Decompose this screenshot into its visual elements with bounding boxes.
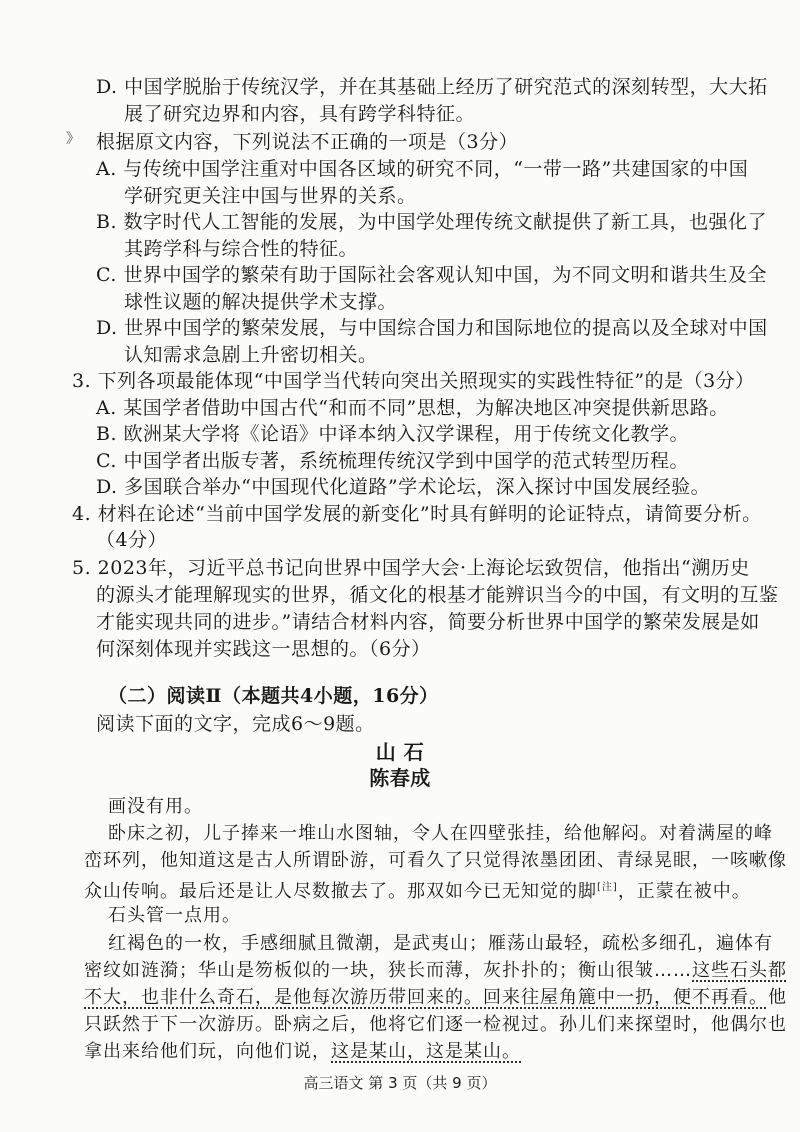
passage-p4-line2: [84, 959, 787, 983]
passage-p2-line3: [84, 876, 751, 904]
passage-p2-line2: 峦环列，他知道这是古人所谓卧游，可看久了只觉得浓墨团团、青绿晃眼，一咳嗽像: [84, 850, 787, 871]
passage-title: 山 石: [375, 740, 425, 764]
q3-option-d: D. 多国联合举办“中国现代化道路”学术论坛，深入探讨中国发展经验。: [96, 476, 711, 498]
passage-p4-line3: [84, 986, 787, 1010]
passage-p4-line2-text: 密纹如涟漪；华山是笏板似的一块，狭长而薄，灰扑扑的；衡山很皱……: [84, 960, 692, 981]
q5-line2: 的源头才能理解现实的世界，循文化的根基才能辨识当今的中国，有文明的互鉴: [96, 584, 779, 606]
passage-p2-line3-text: 众山传响。最后还是让人尽数撤去了。那双如今已无知觉的脚: [84, 881, 597, 902]
q5-line4: 何深刻体现并实践这一思想的。（6分）: [96, 638, 431, 660]
q3-option-b: B. 欧洲某大学将《论语》中译本纳入汉学课程，用于传统文化教学。: [96, 423, 690, 445]
q2-option-d-line2: 认知需求急剧上升密切相关。: [124, 344, 378, 366]
q2-option-c-line2: 球性议题的解决提供学术支撑。: [124, 291, 398, 313]
passage-p4-line3-emphasis: 不大，也非什么奇石，是他每次游历带回来的。回来往屋角簏中一扔，便不再看。: [84, 987, 768, 1008]
passage-paragraph-1: 画没有用。: [108, 796, 203, 817]
passage-author: 陈春成: [369, 766, 431, 790]
q4-line2: （4分）: [96, 529, 168, 551]
q3-option-c: C. 中国学者出版专著，系统梳理传统汉学到中国学的范式转型历程。: [96, 450, 689, 472]
q2-option-d-line1: D. 世界中国学的繁荣发展，与中国综合国力和国际地位的提高以及全球对中国: [96, 317, 768, 339]
footnote-marker: [注]: [597, 882, 618, 893]
passage-p4-line5: [84, 1040, 521, 1064]
q2-option-b-line2: 其跨学科与综合性的特征。: [124, 238, 359, 260]
q3-stem: 3. 下列各项最能体现“中国学当代转向突出关照现实的实践性特征”的是（3分）: [72, 370, 755, 392]
q1-option-d-line2: 展了研究边界和内容，具有跨学科特征。: [124, 103, 476, 125]
passage-p4-line1: 红褐色的一枚，手感细腻且微潮，是武夷山；雁荡山最轻，疏松多细孔，遍体有: [108, 933, 773, 954]
section-heading: （二）阅读Ⅱ（本题共4小题，16分）: [108, 685, 439, 707]
q4-line1: 4. 材料在论述“当前中国学发展的新变化”时具有鲜明的论证特点，请简要分析。: [72, 503, 762, 525]
q2-stem: 根据原文内容，下列说法不正确的一项是（3分）: [96, 131, 519, 153]
passage-p4-line5-emphasis: 这是某山，这是某山。: [331, 1041, 521, 1062]
passage-p4-line5-text: 拿出来给他们玩，向他们说，: [84, 1041, 331, 1062]
passage-p2-line3-end: ，正蒙在被中。: [617, 881, 751, 902]
q3-option-a: A. 某国学者借助中国古代“和而不同”思想，为解决地区冲突提供新思路。: [96, 397, 729, 419]
q5-line1: 5. 2023年，习近平总书记向世界中国学大会·上海论坛致贺信，他指出“溯历史: [72, 557, 750, 579]
passage-paragraph-3: 石头管一点用。: [108, 905, 241, 926]
passage-p4-line4: 只跃然于下一次游历。卧病之后，他将它们逐一检视过。孙儿们来探望时，他偶尔也: [84, 1014, 787, 1035]
q2-option-c-line1: C. 世界中国学的繁荣有助于国际社会客观认知中国，为不同文明和谐共生及全: [96, 264, 767, 286]
q5-line3: 才能实现共同的进步。”请结合材料内容，简要分析世界中国学的繁荣发展是如: [96, 611, 760, 633]
q1-option-d-line1: D. 中国学脱胎于传统汉学，并在其基础上经历了研究范式的深刻转型，大大拓: [96, 76, 768, 98]
section-instruction: 阅读下面的文字，完成6～9题。: [96, 713, 375, 735]
q2-option-a-line1: A. 与传统中国学注重对中国各区域的研究不同，“一带一路”共建国家的中国: [96, 158, 749, 180]
page-footer: 高三语文 第 3 页（共 9 页）: [303, 1074, 497, 1092]
passage-p4-line3-end: 他: [768, 987, 787, 1008]
passage-p2-line1: 卧床之初，儿子捧来一堆山水图轴，令人在四壁张挂，给他解闷。对着满屋的峰: [108, 823, 773, 844]
margin-mark: 》: [66, 131, 80, 147]
q2-option-b-line1: B. 数字时代人工智能的发展，为中国学处理传统文献提供了新工具，也强化了: [96, 211, 768, 233]
passage-p4-line2-emphasis: 这些石头都: [692, 960, 787, 981]
q2-option-a-line2: 学研究更关注中国与世界的关系。: [124, 185, 417, 207]
